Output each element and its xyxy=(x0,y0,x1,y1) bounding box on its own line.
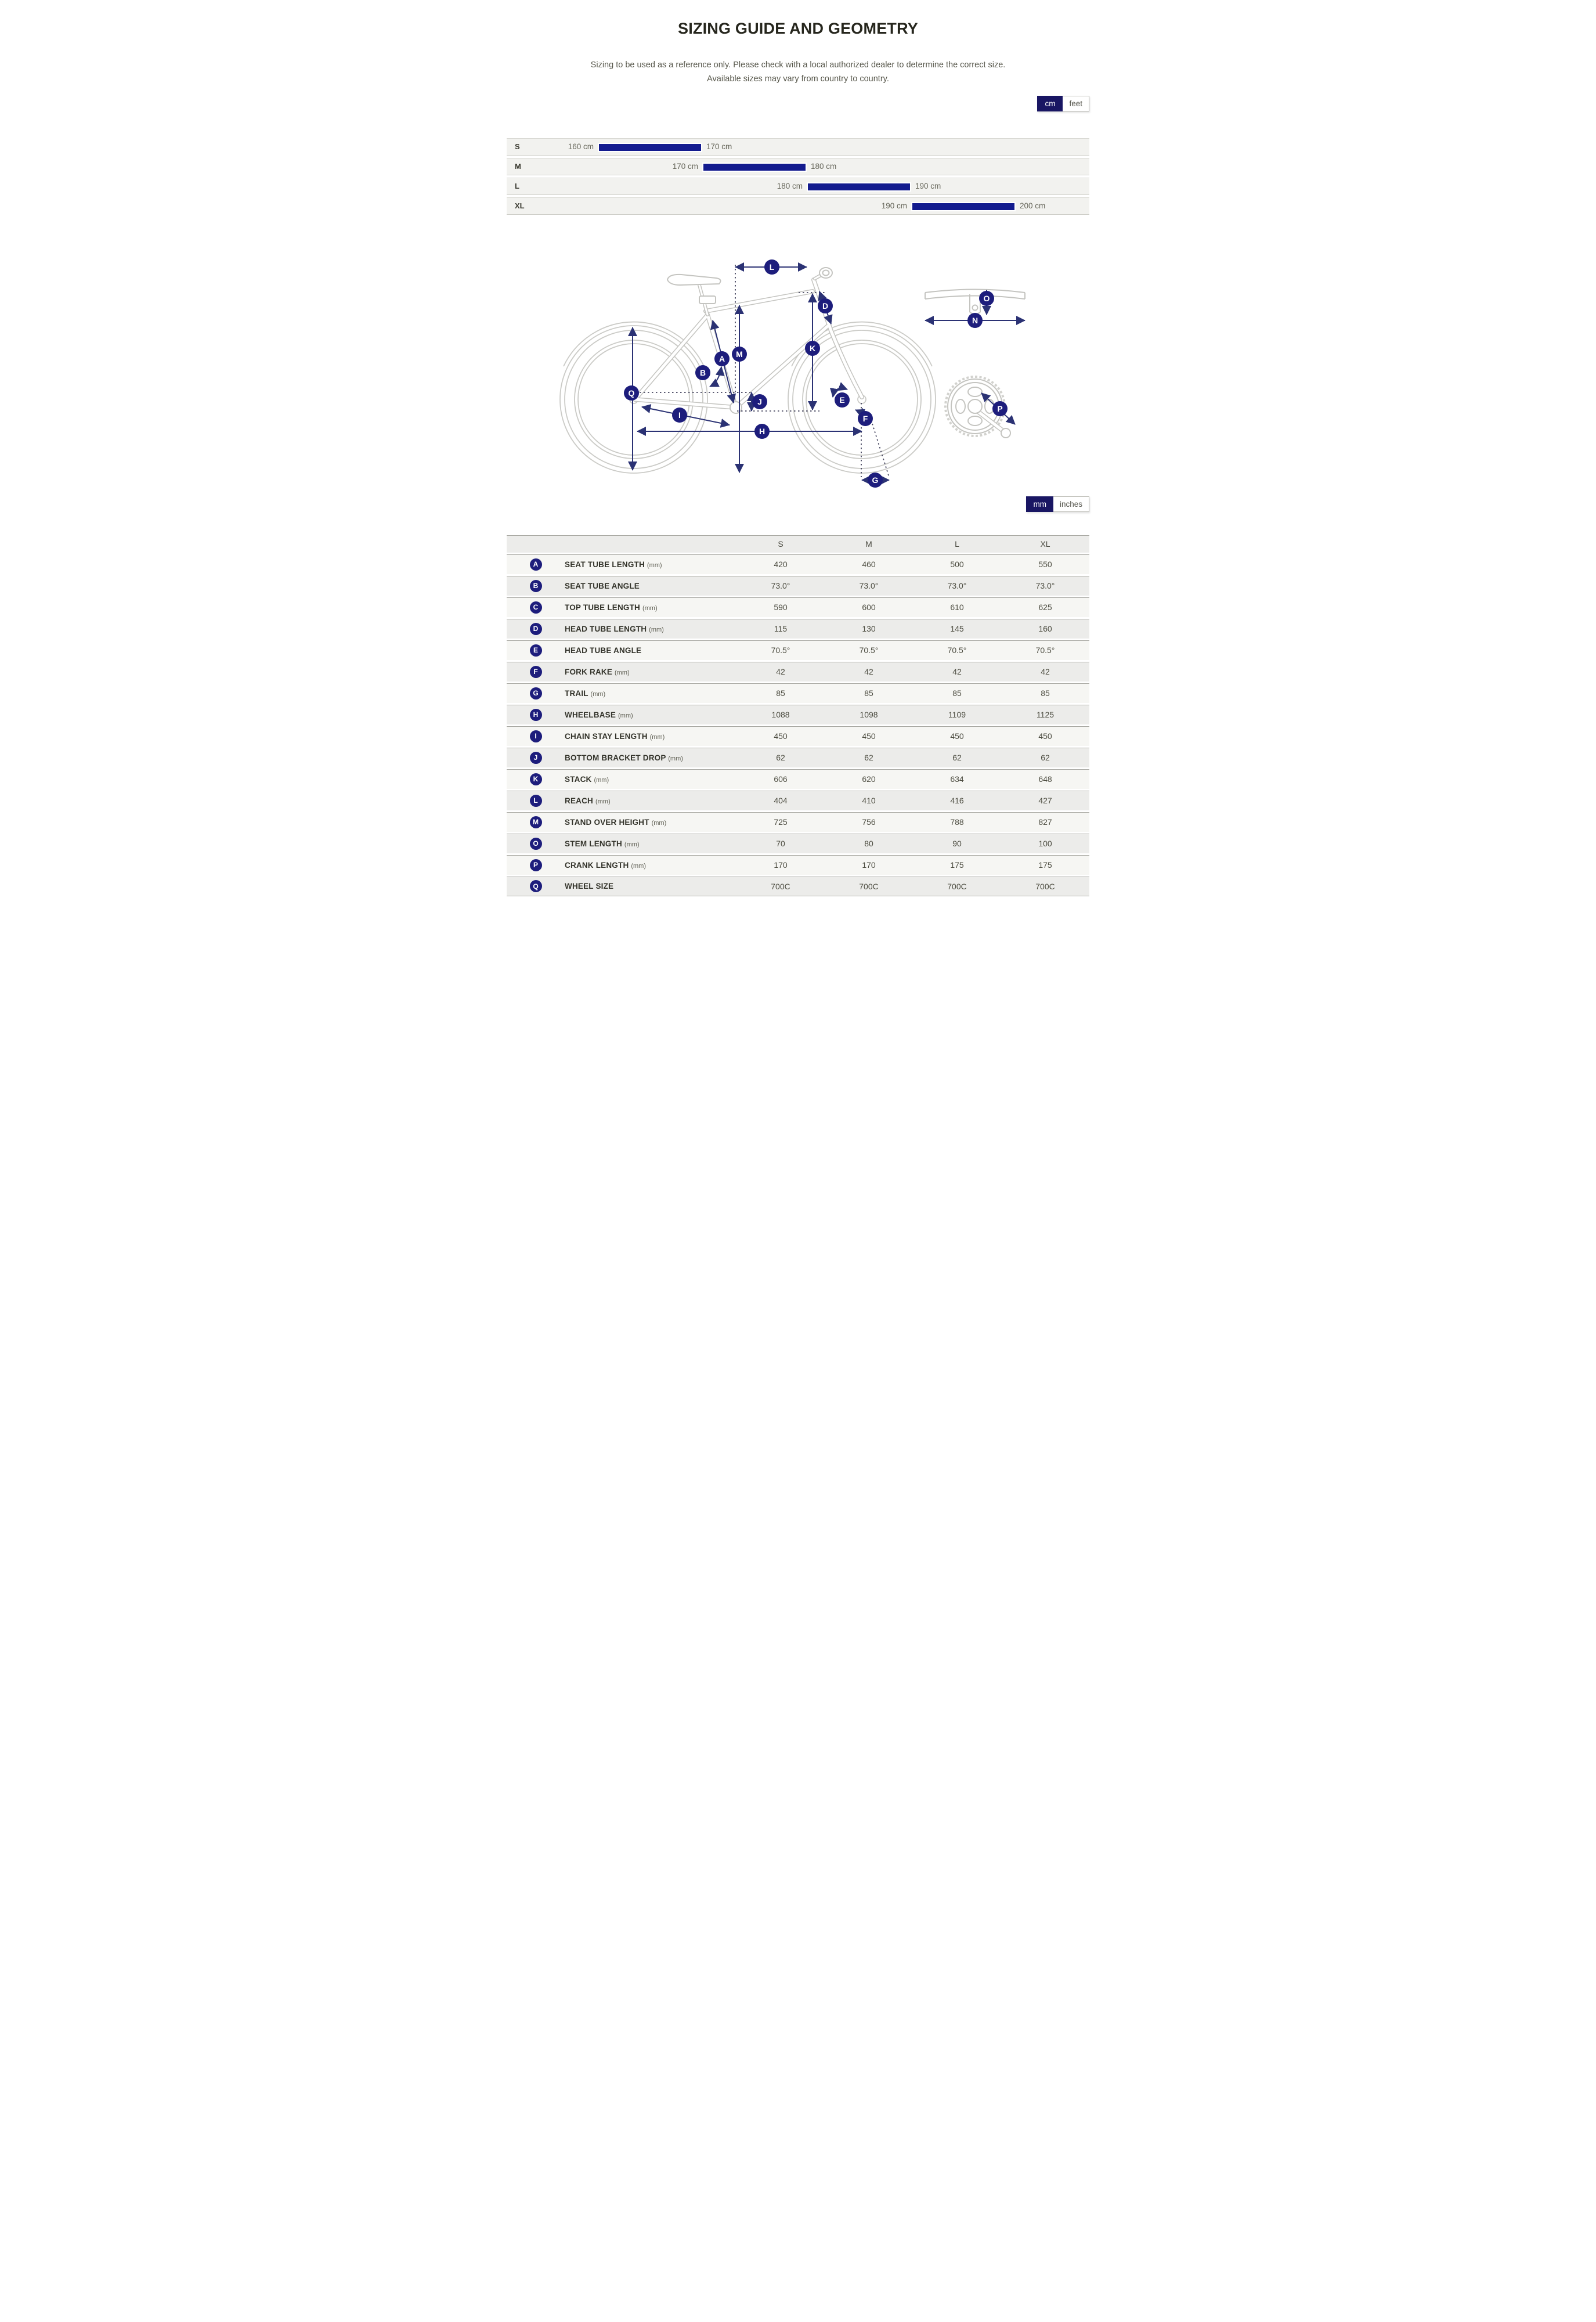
value-i-xl: 450 xyxy=(1038,731,1052,741)
value-l-l: 416 xyxy=(950,796,964,806)
row-label: WHEEL SIZE xyxy=(565,882,614,891)
diagram-badge-letter: B xyxy=(699,367,706,377)
value-q-xl: 700C xyxy=(1035,881,1055,891)
diagram-badge-letter: M xyxy=(736,349,743,359)
geometry-row-m xyxy=(507,812,1089,832)
bar-min-label: 160 cm xyxy=(568,142,594,151)
row-letter-badge: K xyxy=(530,773,542,785)
seatpost-clamp xyxy=(699,296,716,304)
column-header-s: S xyxy=(778,539,783,549)
size-row-label: M xyxy=(515,161,521,171)
handlebar-top-view xyxy=(925,289,1025,314)
height-range-bar xyxy=(807,182,911,192)
value-h-s: 1088 xyxy=(771,710,790,720)
column-header-l: L xyxy=(955,539,959,549)
value-h-xl: 1125 xyxy=(1036,710,1055,720)
row-letter-badge: I xyxy=(530,730,542,742)
row-letter-badge: C xyxy=(530,601,542,614)
geometry-row-k xyxy=(507,769,1089,789)
row-label: FORK RAKE (mm) xyxy=(565,667,630,676)
size-row-m xyxy=(507,158,1089,175)
value-k-xl: 648 xyxy=(1038,774,1052,784)
row-letter-badge: H xyxy=(530,709,542,721)
value-l-s: 404 xyxy=(774,796,788,806)
row-label: CRANK LENGTH (mm) xyxy=(565,860,647,870)
value-i-l: 450 xyxy=(950,731,964,741)
rider-height-size-chart xyxy=(507,138,1089,215)
diagram-badge-letter: J xyxy=(757,396,762,406)
diagram-badge-letter: G xyxy=(872,475,879,485)
bike-geometry-drawing xyxy=(488,250,1108,493)
height-unit-option-feet[interactable]: feet xyxy=(1063,96,1089,111)
bar-min-label: 170 cm xyxy=(672,161,698,171)
row-letter-badge: D xyxy=(530,623,542,635)
bar-max-label: 200 cm xyxy=(1020,201,1046,210)
value-a-s: 420 xyxy=(774,560,788,569)
value-m-xl: 827 xyxy=(1038,817,1052,827)
value-j-s: 62 xyxy=(776,753,785,763)
geometry-diagram xyxy=(488,250,1108,496)
value-o-m: 80 xyxy=(864,839,873,849)
diagram-badge-letter: A xyxy=(718,354,725,363)
row-label: TOP TUBE LENGTH (mm) xyxy=(565,603,658,612)
row-letter-badge: F xyxy=(530,666,542,678)
sizing-disclaimer xyxy=(488,59,1108,86)
value-a-m: 460 xyxy=(862,560,876,569)
row-letter-badge: G xyxy=(530,687,542,700)
value-j-xl: 62 xyxy=(1041,753,1050,763)
diagram-badge-letter: O xyxy=(983,293,990,303)
geometry-row-a xyxy=(507,554,1089,574)
value-b-s: 73.0° xyxy=(771,581,790,591)
value-j-l: 62 xyxy=(952,753,962,763)
row-letter-badge: B xyxy=(530,580,542,592)
column-header-xl: XL xyxy=(1040,539,1050,549)
value-o-s: 70 xyxy=(776,839,785,849)
value-p-s: 170 xyxy=(774,860,788,870)
diagram-badge-letter: K xyxy=(809,343,816,353)
value-m-s: 725 xyxy=(774,817,788,827)
row-label: STACK (mm) xyxy=(565,774,609,784)
value-d-l: 145 xyxy=(950,624,964,634)
value-f-l: 42 xyxy=(952,667,962,677)
row-letter-badge: Q xyxy=(530,880,542,892)
value-i-m: 450 xyxy=(862,731,876,741)
value-o-l: 90 xyxy=(952,839,962,849)
geometry-row-e xyxy=(507,640,1089,660)
geometry-row-l xyxy=(507,791,1089,810)
value-b-m: 73.0° xyxy=(859,581,879,591)
geometry-row-j xyxy=(507,748,1089,767)
diagram-badge-letter: P xyxy=(997,403,1003,413)
height-range-bar xyxy=(911,202,1016,211)
size-row-l xyxy=(507,178,1089,195)
measurement-unit-toggle-row xyxy=(507,496,1089,512)
value-i-s: 450 xyxy=(774,731,788,741)
diagram-badge-letter: Q xyxy=(628,388,635,398)
geometry-row-o xyxy=(507,834,1089,853)
value-g-s: 85 xyxy=(776,688,785,698)
value-q-s: 700C xyxy=(771,881,790,891)
value-f-m: 42 xyxy=(864,667,873,677)
geometry-row-h xyxy=(507,705,1089,724)
value-a-l: 500 xyxy=(950,560,964,569)
geometry-row-i xyxy=(507,726,1089,746)
value-h-m: 1098 xyxy=(860,710,878,720)
geometry-row-f xyxy=(507,662,1089,682)
value-b-xl: 73.0° xyxy=(1035,581,1055,591)
value-m-l: 788 xyxy=(950,817,964,827)
value-d-xl: 160 xyxy=(1038,624,1052,634)
diagram-badges xyxy=(624,259,1008,488)
diagram-badge-letter: E xyxy=(839,395,845,405)
value-e-s: 70.5° xyxy=(771,646,790,655)
value-f-xl: 42 xyxy=(1041,667,1050,677)
value-q-m: 700C xyxy=(859,881,879,891)
row-letter-badge: P xyxy=(530,859,542,871)
value-g-xl: 85 xyxy=(1041,688,1050,698)
row-letter-badge: A xyxy=(530,558,542,571)
geometry-row-g xyxy=(507,683,1089,703)
height-range-bar xyxy=(702,163,807,172)
row-letter-badge: L xyxy=(530,795,542,807)
measurement-unit-toggle xyxy=(1026,496,1089,512)
size-row-s xyxy=(507,138,1089,156)
value-p-xl: 175 xyxy=(1038,860,1052,870)
pedal-axle xyxy=(1001,428,1010,438)
geometry-table xyxy=(507,535,1089,896)
row-letter-badge: O xyxy=(530,838,542,850)
height-unit-toggle-row xyxy=(507,96,1089,111)
value-p-l: 175 xyxy=(950,860,964,870)
height-unit-toggle xyxy=(1037,96,1089,111)
row-label: TRAIL (mm) xyxy=(565,688,606,698)
geometry-table-header xyxy=(507,535,1089,553)
value-p-m: 170 xyxy=(862,860,876,870)
value-b-l: 73.0° xyxy=(947,581,967,591)
dimension-lines xyxy=(633,265,1025,480)
sizing-disclaimer-line1: Sizing to be used as a reference only. Please check with a local authorized dealer to determine the correct size. xyxy=(590,60,1006,70)
row-label: WHEELBASE (mm) xyxy=(565,710,633,719)
row-label: CHAIN STAY LENGTH (mm) xyxy=(565,731,665,741)
measurement-unit-option-mm[interactable]: mm xyxy=(1026,496,1053,512)
stem-top-view xyxy=(970,294,980,314)
geometry-row-q xyxy=(507,877,1089,896)
height-unit-option-cm[interactable]: cm xyxy=(1037,96,1063,111)
geometry-row-b xyxy=(507,576,1089,596)
row-letter-badge: J xyxy=(530,752,542,764)
value-q-l: 700C xyxy=(947,881,967,891)
diagram-badge-letter: I xyxy=(678,410,681,420)
geometry-row-d xyxy=(507,619,1089,639)
value-c-s: 590 xyxy=(774,603,788,612)
dim-seat-tube-angle-B xyxy=(710,367,721,387)
value-d-m: 130 xyxy=(862,624,876,634)
row-label: STEM LENGTH (mm) xyxy=(565,839,640,848)
row-label: HEAD TUBE ANGLE xyxy=(565,646,642,655)
value-j-m: 62 xyxy=(864,753,873,763)
value-l-m: 410 xyxy=(862,796,876,806)
bar-min-label: 190 cm xyxy=(881,201,907,210)
height-range-bar xyxy=(598,143,702,152)
value-l-xl: 427 xyxy=(1038,796,1052,806)
saddle xyxy=(667,275,721,285)
column-header-m: M xyxy=(865,539,872,549)
value-d-s: 115 xyxy=(774,624,788,634)
diagram-badge-letter: H xyxy=(759,426,765,436)
measurement-unit-option-inches[interactable]: inches xyxy=(1053,496,1089,512)
row-label: SEAT TUBE LENGTH (mm) xyxy=(565,560,662,569)
size-row-label: S xyxy=(515,142,520,151)
handlebar-grip xyxy=(819,268,832,278)
bar-max-label: 170 cm xyxy=(706,142,732,151)
size-row-label: L xyxy=(515,181,519,190)
size-row-xl xyxy=(507,197,1089,215)
value-e-xl: 70.5° xyxy=(1035,646,1055,655)
row-label: HEAD TUBE LENGTH (mm) xyxy=(565,624,664,633)
row-letter-badge: E xyxy=(530,644,542,657)
bar-min-label: 180 cm xyxy=(777,181,803,190)
value-k-s: 606 xyxy=(774,774,788,784)
value-o-xl: 100 xyxy=(1038,839,1052,849)
value-f-s: 42 xyxy=(776,667,785,677)
page-title: SIZING GUIDE AND GEOMETRY xyxy=(677,20,919,37)
row-label: SEAT TUBE ANGLE xyxy=(565,581,640,590)
value-c-xl: 625 xyxy=(1038,603,1052,612)
row-letter-badge: M xyxy=(530,816,542,828)
value-e-m: 70.5° xyxy=(859,646,879,655)
value-m-m: 756 xyxy=(862,817,876,827)
diagram-badge-letter: L xyxy=(769,262,775,272)
diagram-badge-letter: N xyxy=(972,315,978,325)
row-label: BOTTOM BRACKET DROP (mm) xyxy=(565,753,683,762)
sizing-disclaimer-line2: Available sizes may vary from country to country. xyxy=(707,74,889,84)
value-k-l: 634 xyxy=(950,774,964,784)
row-label: REACH (mm) xyxy=(565,796,611,805)
value-a-xl: 550 xyxy=(1038,560,1052,569)
geometry-row-c xyxy=(507,597,1089,617)
value-g-m: 85 xyxy=(864,688,873,698)
value-g-l: 85 xyxy=(952,688,962,698)
value-c-m: 600 xyxy=(862,603,876,612)
geometry-row-p xyxy=(507,855,1089,875)
diagram-badge-letter: D xyxy=(822,301,829,311)
value-c-l: 610 xyxy=(950,603,964,612)
bar-max-label: 190 cm xyxy=(915,181,941,190)
value-e-l: 70.5° xyxy=(947,646,967,655)
value-h-l: 1109 xyxy=(948,710,966,720)
row-label: STAND OVER HEIGHT (mm) xyxy=(565,817,667,827)
size-row-label: XL xyxy=(515,201,525,210)
diagram-badge-letter: F xyxy=(862,413,868,423)
bar-max-label: 180 cm xyxy=(810,161,837,171)
value-k-m: 620 xyxy=(862,774,876,784)
